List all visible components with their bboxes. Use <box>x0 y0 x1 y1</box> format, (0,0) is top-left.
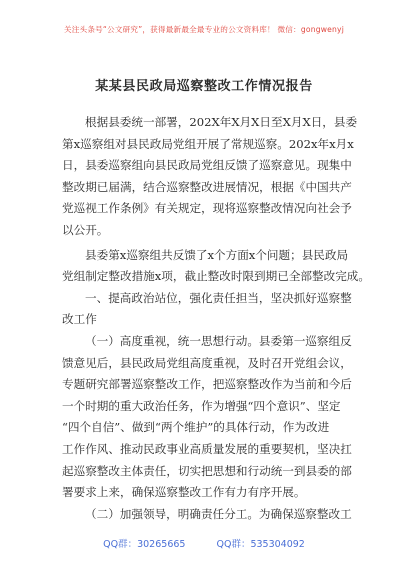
body-line: 县委第x巡察组共反馈了x个方面x个问题；县民政局 <box>85 247 349 262</box>
footer-contacts <box>0 536 408 550</box>
body-line: 党巡视工作条例》有关规定，现将巡察整改情况向社会予 <box>62 201 352 216</box>
body-line: 整改期已届满，结合巡察整改进展情况，根据《中国共产 <box>62 179 352 194</box>
body-line: （一）高度重视，统一思想行动。县委第一巡察组反 <box>85 333 352 348</box>
header-banner: 关注头条号“公文研究”，获得最新最全最专业的公文资料库！ 微信：gongwenyj <box>63 25 345 34</box>
body-line: 一个时期的重大政治任务，作为增强“四个意识”、坚定 <box>62 398 341 413</box>
body-line: 署要求上来，确保巡察整改工作有力有序开展。 <box>62 485 306 500</box>
body-line: 党组制定整改措施x项，截止整改时限到期已全部整改完成。 <box>62 269 370 284</box>
section-heading: 改工作 <box>62 312 97 327</box>
body-line: 工作作风、推动民政事业高质量发展的重要契机，坚决扛 <box>62 441 352 456</box>
body-line: 起巡察整改主体责任，切实把思想和行动统一到县委的部 <box>62 463 352 478</box>
body-line: 以公开。 <box>62 222 109 237</box>
footer-qq-group-2: QQ群：535304092 <box>216 539 305 550</box>
document-body <box>62 112 370 525</box>
footer-qq-group-1: QQ群：30265665 <box>103 539 186 550</box>
body-line: 馈意见后，县民政局党组高度重视，及时召开党组会议， <box>62 355 352 370</box>
body-line: 根据县委统一部署，202X年X月X日至X月X日，县委 <box>85 115 358 129</box>
body-line: （二）加强领导，明确责任分工。为确保巡察整改工 <box>85 506 352 521</box>
body-line: 日，县委巡察组向县民政局党组反馈了巡察意见。现集中 <box>62 158 352 173</box>
section-heading: 一、提高政治站位，强化责任担当，坚决抓好巡察整 <box>85 290 352 305</box>
document-title: 某某县民政局巡察整改工作情况报告 <box>95 79 313 94</box>
body-line: 专题研究部署巡察整改工作，把巡察整改作为当前和今后 <box>62 377 352 392</box>
body-line: “四个自信”、做到“两个维护”的具体行动，作为改进 <box>62 420 330 435</box>
body-line: 第x巡察组对县民政局党组开展了常规巡察。202x年x月x <box>62 136 354 151</box>
